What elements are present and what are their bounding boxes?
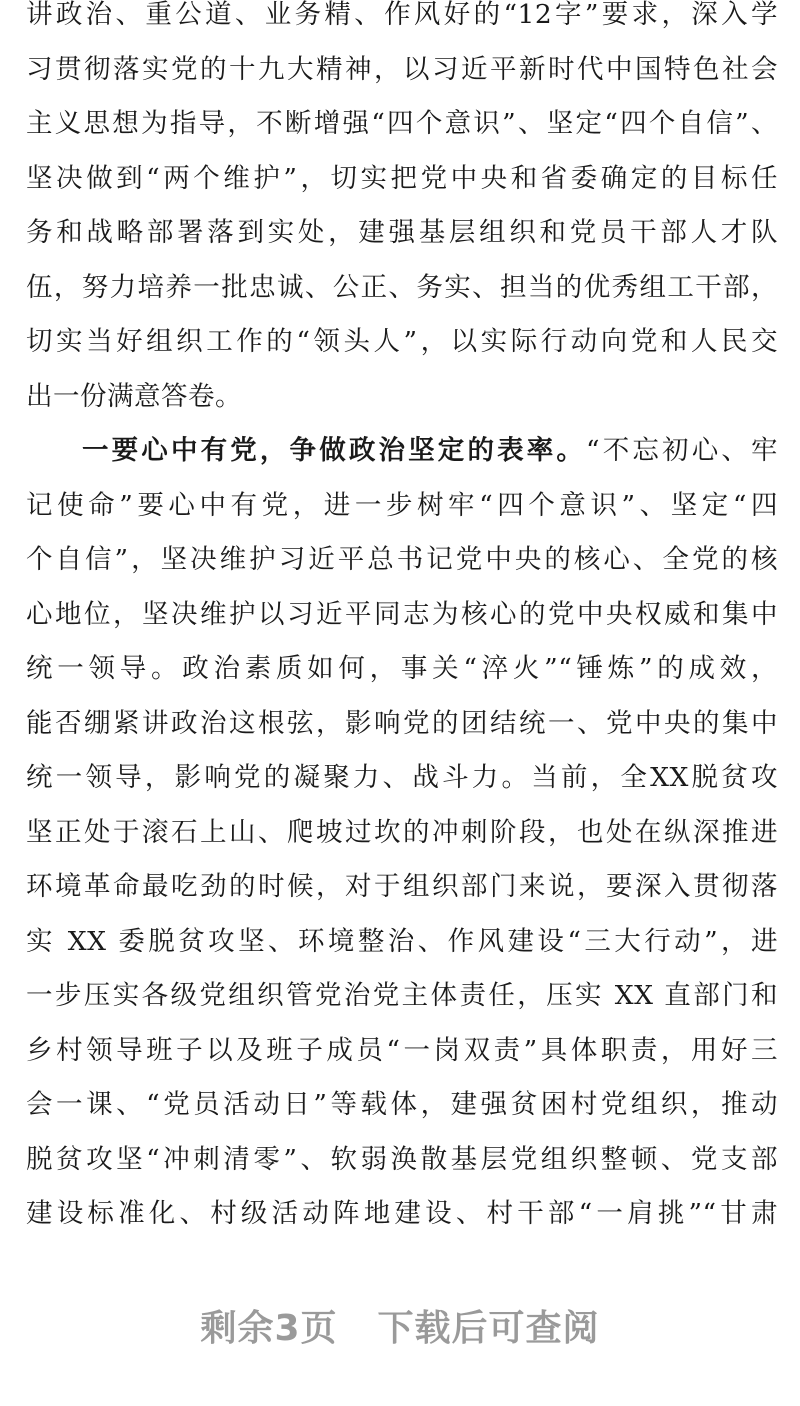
text-line: 习贯彻落实党的十九大精神，以习近平新时代中国特色社会 xyxy=(26,53,778,85)
text-line: 伍，努力培养一批忠诚、公正、务实、担当的优秀组工干部， xyxy=(26,271,778,303)
text-line: 讲政治、重公道、业务精、作风好的“12字”要求，深入学 xyxy=(26,0,778,30)
remaining-pages-label: 剩余3页 xyxy=(200,1308,338,1349)
text-line: 主义思想为指导，不断增强“四个意识”、坚定“四个自信”、 xyxy=(26,108,778,139)
text-line: 出一份满意答卷。 xyxy=(26,380,242,412)
text-line: 心地位，坚决维护以习近平同志为核心的党中央权威和集中 xyxy=(26,598,778,630)
text-line: 会一课、“党员活动日”等载体，建强贫困村党组织，推动 xyxy=(26,1089,778,1120)
text-line: 切实当好组织工作的“领头人”，以实际行动向党和人民交 xyxy=(26,326,778,357)
download-to-view-label: 下载后可查阅 xyxy=(377,1308,600,1349)
text-line: 统一领导，影响党的凝聚力、战斗力。当前，全XX脱贫攻 xyxy=(26,762,778,793)
download-prompt[interactable] xyxy=(0,1300,800,1351)
paragraph-heading-line xyxy=(26,424,778,479)
text-line: 统一领导。政治素质如何，事关“淬火”“锤炼”的成效， xyxy=(26,653,778,684)
text-line: 乡村领导班子以及班子成员“一岗双责”具体职责，用好三 xyxy=(26,1034,778,1066)
paragraph-heading: 一要心中有党，争做政治坚定的表率。 xyxy=(82,435,587,466)
text-line: 坚正处于滚石上山、爬坡过坎的冲刺阶段，也处在纵深推进 xyxy=(26,816,778,848)
text-line: 能否绷紧讲政治这根弦，影响党的团结统一、党中央的集中 xyxy=(26,707,778,739)
text-line: 一步压实各级党组织管党治党主体责任，压实 XX 直部门和 xyxy=(26,980,778,1011)
text-line: 建设标准化、村级活动阵地建设、村干部“一肩挑”“甘肃 xyxy=(26,1198,778,1229)
text-line: 个自信”，坚决维护习近平总书记党中央的核心、全党的核 xyxy=(26,544,778,575)
text-span: “不忘初心、牢 xyxy=(586,435,778,466)
text-line: 脱贫攻坚“冲刺清零”、软弱涣散基层党组织整顿、党支部 xyxy=(26,1143,778,1175)
text-line: 务和战略部署落到实处，建强基层组织和党员干部人才队 xyxy=(26,217,778,248)
text-line: 环境革命最吃劲的时候，对于组织部门来说，要深入贯彻落 xyxy=(26,871,778,902)
text-line: 实 XX 委脱贫攻坚、环境整治、作风建设“三大行动”，进 xyxy=(26,925,778,957)
text-line: 坚决做到“两个维护”，切实把党中央和省委确定的目标任 xyxy=(26,162,778,194)
document-body xyxy=(26,0,778,1242)
text-line: 记使命”要心中有党，进一步树牢“四个意识”、坚定“四 xyxy=(26,489,778,521)
